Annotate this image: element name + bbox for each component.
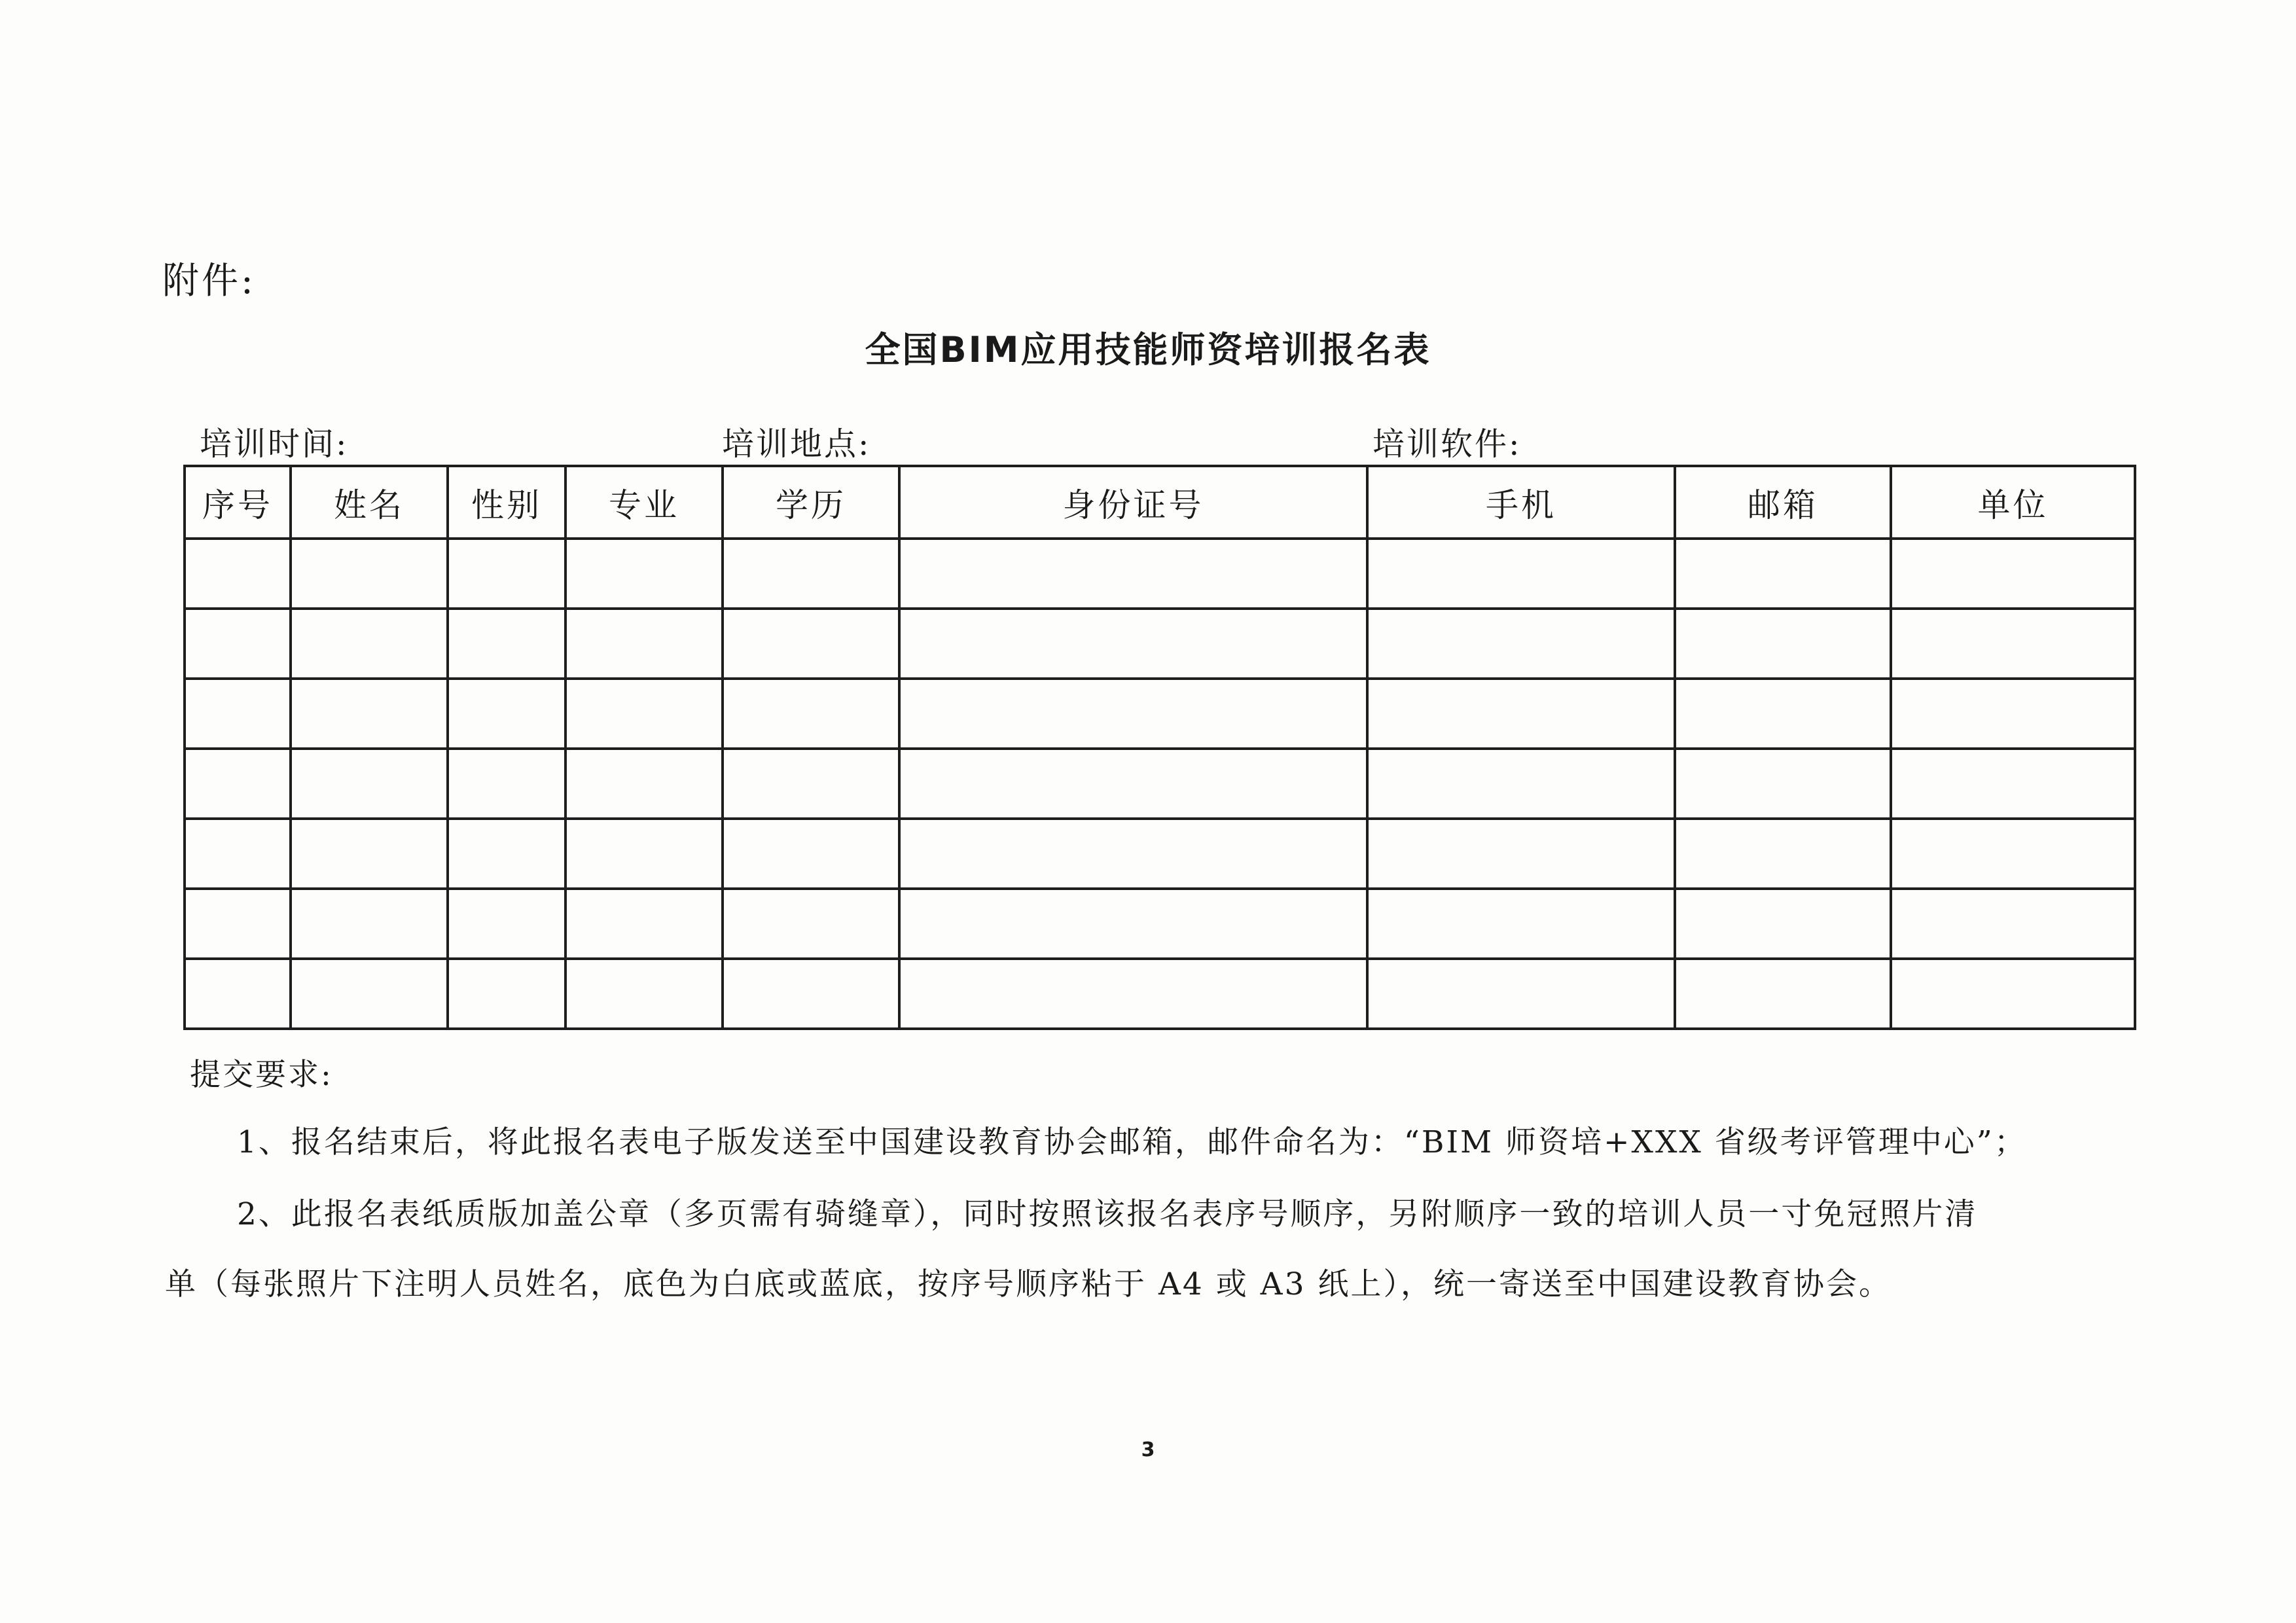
cell-education[interactable] (723, 609, 899, 679)
requirement-item-1: 1、报名结束后，将此报名表电子版发送至中国建设教育协会邮箱，邮件命名为：“BIM 师资培+XXX 省级考评管理中心”； (237, 1124, 2027, 1160)
cell-name[interactable] (291, 539, 448, 609)
cell-mobile[interactable] (1367, 679, 1675, 749)
cell-email[interactable] (1675, 679, 1891, 749)
cell-name[interactable] (291, 609, 448, 679)
header-id-number: 身份证号 (899, 466, 1367, 539)
cell-major[interactable] (565, 959, 723, 1029)
cell-serial-number[interactable] (185, 679, 291, 749)
cell-email[interactable] (1675, 889, 1891, 959)
cell-mobile[interactable] (1367, 889, 1675, 959)
cell-organization[interactable] (1891, 609, 2135, 679)
header-organization: 单位 (1891, 466, 2135, 539)
cell-mobile[interactable] (1367, 609, 1675, 679)
cell-email[interactable] (1675, 819, 1891, 889)
cell-major[interactable] (565, 609, 723, 679)
cell-id-number[interactable] (899, 679, 1367, 749)
cell-major[interactable] (565, 819, 723, 889)
cell-mobile[interactable] (1367, 959, 1675, 1029)
cell-major[interactable] (565, 889, 723, 959)
cell-gender[interactable] (448, 959, 565, 1029)
header-gender: 性别 (448, 466, 565, 539)
cell-organization[interactable] (1891, 539, 2135, 609)
cell-organization[interactable] (1891, 679, 2135, 749)
cell-email[interactable] (1675, 539, 1891, 609)
page-number: 3 (1141, 1438, 1155, 1461)
cell-major[interactable] (565, 679, 723, 749)
cell-organization[interactable] (1891, 959, 2135, 1029)
cell-organization[interactable] (1891, 749, 2135, 819)
requirement-item-2-line-1: 2、此报名表纸质版加盖公章（多页需有骑缝章），同时按照该报名表序号顺序，另附顺序一致的培训人员一寸免冠照片清 (237, 1196, 1978, 1232)
cell-education[interactable] (723, 819, 899, 889)
cell-gender[interactable] (448, 539, 565, 609)
header-name: 姓名 (291, 466, 448, 539)
cell-mobile[interactable] (1367, 749, 1675, 819)
cell-organization[interactable] (1891, 889, 2135, 959)
cell-education[interactable] (723, 959, 899, 1029)
attachment-label: 附件: (162, 260, 256, 302)
training-software-label: 培训软件: (1372, 425, 1522, 463)
registration-table (183, 465, 2136, 1030)
cell-education[interactable] (723, 539, 899, 609)
cell-id-number[interactable] (899, 819, 1367, 889)
cell-organization[interactable] (1891, 819, 2135, 889)
cell-gender[interactable] (448, 819, 565, 889)
cell-serial-number[interactable] (185, 539, 291, 609)
header-email: 邮箱 (1675, 466, 1891, 539)
cell-gender[interactable] (448, 609, 565, 679)
header-serial-number: 序号 (185, 466, 291, 539)
table-row (185, 539, 2135, 609)
cell-major[interactable] (565, 749, 723, 819)
table-row (185, 609, 2135, 679)
cell-email[interactable] (1675, 959, 1891, 1029)
cell-major[interactable] (565, 539, 723, 609)
training-time-label: 培训时间: (200, 425, 349, 463)
table-row (185, 749, 2135, 819)
cell-education[interactable] (723, 889, 899, 959)
cell-mobile[interactable] (1367, 819, 1675, 889)
header-major: 专业 (565, 466, 723, 539)
table-row (185, 679, 2135, 749)
cell-email[interactable] (1675, 609, 1891, 679)
cell-gender[interactable] (448, 889, 565, 959)
header-education: 学历 (723, 466, 899, 539)
cell-serial-number[interactable] (185, 609, 291, 679)
requirements-heading: 提交要求: (190, 1057, 333, 1093)
cell-id-number[interactable] (899, 959, 1367, 1029)
cell-id-number[interactable] (899, 539, 1367, 609)
cell-name[interactable] (291, 749, 448, 819)
cell-gender[interactable] (448, 679, 565, 749)
table-body (185, 539, 2135, 1029)
cell-education[interactable] (723, 749, 899, 819)
cell-gender[interactable] (448, 749, 565, 819)
cell-serial-number[interactable] (185, 819, 291, 889)
cell-email[interactable] (1675, 749, 1891, 819)
cell-name[interactable] (291, 889, 448, 959)
table-header-row (185, 466, 2135, 539)
requirement-item-2-line-2: 单（每张照片下注明人员姓名，底色为白底或蓝底，按序号顺序粘于 A4 或 A3 纸上），统一寄送至中国建设教育协会。 (165, 1266, 1892, 1302)
cell-mobile[interactable] (1367, 539, 1675, 609)
cell-education[interactable] (723, 679, 899, 749)
form-title: 全国BIM应用技能师资培训报名表 (865, 329, 1431, 370)
training-place-label: 培训地点: (722, 425, 871, 463)
cell-id-number[interactable] (899, 609, 1367, 679)
table-row (185, 819, 2135, 889)
cell-serial-number[interactable] (185, 889, 291, 959)
table-row (185, 889, 2135, 959)
cell-name[interactable] (291, 819, 448, 889)
cell-name[interactable] (291, 679, 448, 749)
header-mobile: 手机 (1367, 466, 1675, 539)
cell-id-number[interactable] (899, 889, 1367, 959)
cell-serial-number[interactable] (185, 749, 291, 819)
table-row (185, 959, 2135, 1029)
cell-name[interactable] (291, 959, 448, 1029)
cell-serial-number[interactable] (185, 959, 291, 1029)
cell-id-number[interactable] (899, 749, 1367, 819)
